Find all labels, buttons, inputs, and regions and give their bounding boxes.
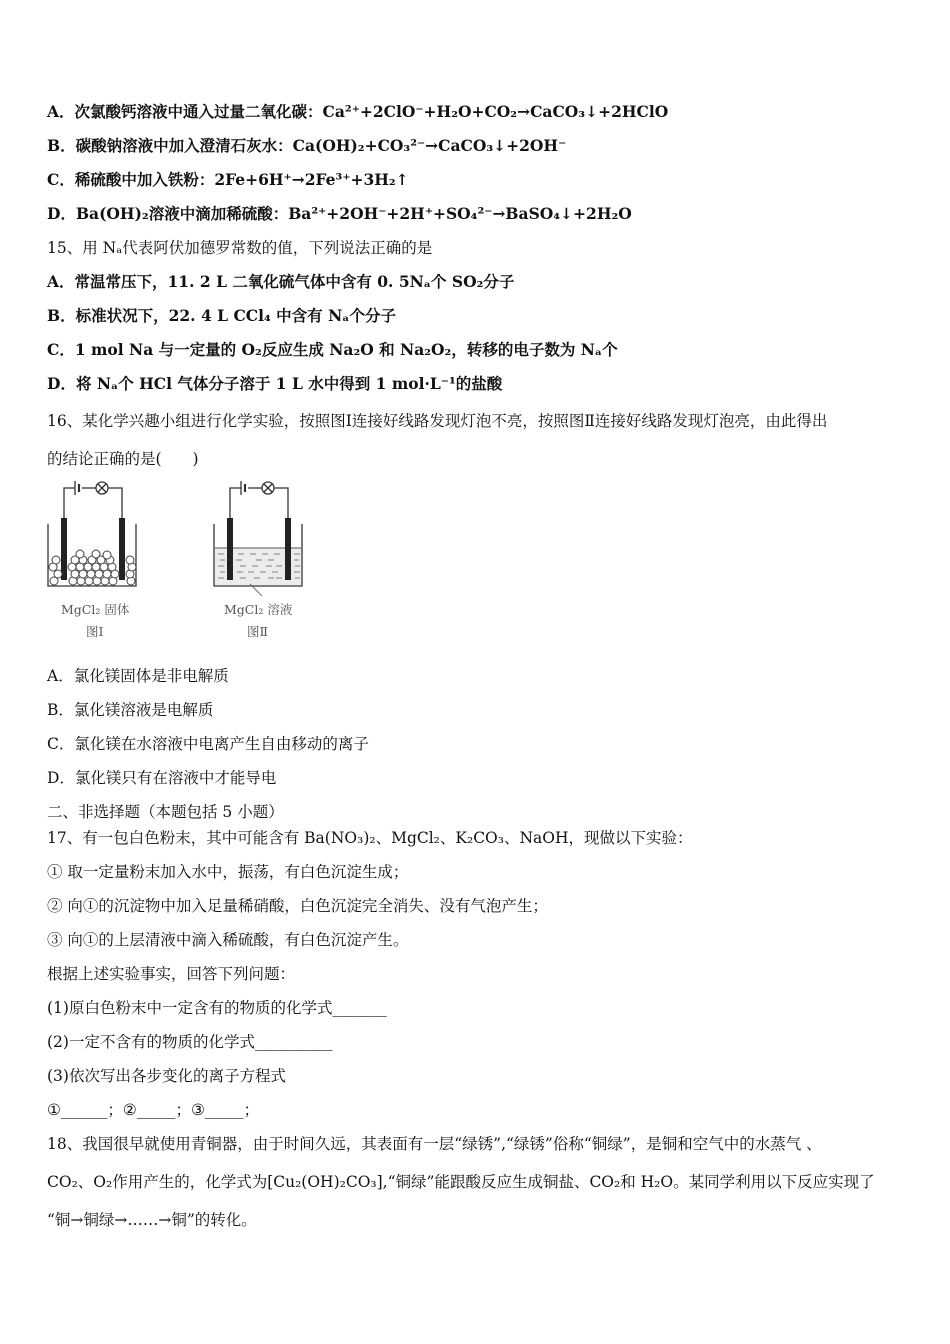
figure-2-label: MgCl₂ 溶液 <box>224 602 293 617</box>
figure-2-solution-circuit <box>210 478 310 596</box>
electrode-right <box>285 518 291 580</box>
electrode-left <box>61 518 67 580</box>
q14-option-d: D．Ba(OH)₂溶液中滴加稀硫酸：Ba²⁺+2OH⁻+2H⁺+SO₄²⁻→BaSO₄↓+2H₂O <box>47 204 632 223</box>
q17-stem: 17、有一包白色粉末，其中可能含有 Ba(NO₃)₂、MgCl₂、K₂CO₃、NaOH，现做以下实验： <box>47 829 693 847</box>
figure-1-solid-circuit <box>44 478 144 596</box>
q17-step-1: ① 取一定量粉末加入水中，振荡，有白色沉淀生成； <box>47 863 409 881</box>
q18-line-3: “铜→铜绿→……→铜”的转化。 <box>47 1211 257 1229</box>
q15-option-c: C．1 mol Na 与一定量的 O₂反应生成 Na₂O 和 Na₂O₂，转移的电子数为 Nₐ个 <box>47 340 618 359</box>
section-2-heading: 二、非选择题（本题包括 5 小题） <box>47 803 284 821</box>
q16-option-a: A．氯化镁固体是非电解质 <box>47 667 229 685</box>
q14-option-b: B．碳酸钠溶液中加入澄清石灰水：Ca(OH)₂+CO₃²⁻→CaCO₃↓+2OH⁻ <box>47 136 567 155</box>
q17-part-1: (1)原白色粉末中一定含有的物质的化学式_______ <box>47 999 387 1017</box>
q17-step-3: ③ 向①的上层清液中滴入稀硫酸，有白色沉淀产生。 <box>47 931 409 949</box>
figure-1-label: MgCl₂ 固体 <box>61 602 130 617</box>
q15-option-b: B．标准状况下，22. 4 L CCl₄ 中含有 Nₐ个分子 <box>47 306 396 325</box>
q16-stem-line2: 的结论正确的是( ) <box>47 450 199 468</box>
q16-option-d: D．氯化镁只有在溶液中才能导电 <box>47 769 277 787</box>
q16-option-b: B．氯化镁溶液是电解质 <box>47 701 214 719</box>
q14-option-c: C．稀硫酸中加入铁粉：2Fe+6H⁺→2Fe³⁺+3H₂↑ <box>47 170 409 189</box>
electrode-left <box>227 518 233 580</box>
q17-part-3: (3)依次写出各步变化的离子方程式 <box>47 1067 286 1085</box>
q17-answer-blanks: ①______；②_____；③_____； <box>47 1101 260 1119</box>
q18-line-2: CO₂、O₂作用产生的，化学式为[Cu₂(OH)₂CO₃],“铜绿”能跟酸反应生成铜盐、CO₂和 H₂O。某同学利用以下反应实现了 <box>47 1173 875 1191</box>
q16-stem-line1: 16、某化学兴趣小组进行化学实验，按照图Ⅰ连接好线路发现灯泡不亮，按照图Ⅱ连接好线路发现灯泡亮，由此得出 <box>47 412 828 430</box>
q15-stem: 15、用 Nₐ代表阿伏加德罗常数的值，下列说法正确的是 <box>47 239 433 257</box>
electrode-right <box>119 518 125 580</box>
figure-1-title: 图Ⅰ <box>86 624 104 639</box>
q15-option-a: A．常温常压下，11. 2 L 二氧化硫气体中含有 0. 5Nₐ个 SO₂分子 <box>47 272 515 291</box>
q15-option-d: D．将 Nₐ个 HCl 气体分子溶于 1 L 水中得到 1 mol·L⁻¹的盐酸 <box>47 374 503 393</box>
q17-step-2: ② 向①的沉淀物中加入足量稀硝酸，白色沉淀完全消失、没有气泡产生； <box>47 897 548 915</box>
q17-part-2: (2)一定不含有的物质的化学式__________ <box>47 1033 333 1051</box>
figure-2-title: 图Ⅱ <box>247 624 268 639</box>
q16-option-c: C．氯化镁在水溶液中电离产生自由移动的离子 <box>47 735 369 753</box>
q17-ask: 根据上述实验事实，回答下列问题： <box>47 965 296 983</box>
q18-line-1: 18、我国很早就使用青铜器，由于时间久远，其表面有一层“绿锈”,“绿锈”俗称“铜绿”，是铜和空气中的水蒸气 、 <box>47 1135 822 1153</box>
q14-option-a: A．次氯酸钙溶液中通入过量二氧化碳：Ca²⁺+2ClO⁻+H₂O+CO₂→CaCO₃↓+2HClO <box>47 102 669 121</box>
